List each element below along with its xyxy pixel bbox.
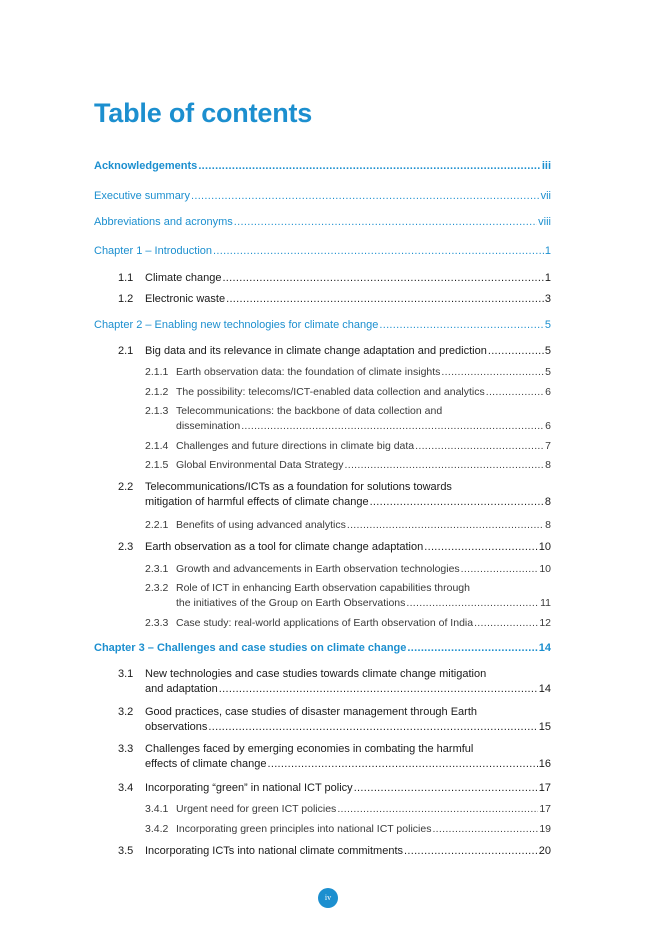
- toc-entry-number: 3.3: [118, 743, 134, 755]
- toc-entry-number: 3.1: [118, 668, 134, 680]
- toc-entry-number: 3.4.1: [145, 803, 169, 815]
- toc-entry-number: 2.2.1: [145, 519, 169, 531]
- toc-subsection-2-1-3[interactable]: [145, 404, 551, 434]
- toc-entry-label: Chapter 2 – Enabling new technologies for climate change: [94, 319, 379, 331]
- leader-dots: [370, 495, 544, 510]
- leader-dots: [241, 419, 544, 434]
- leader-dots: [379, 318, 544, 333]
- leader-dots: [213, 244, 544, 259]
- toc-entry-number: 2.1.5: [145, 459, 169, 471]
- toc-entry-label: Case study: real-world applications of Earth observation of India: [176, 617, 474, 629]
- toc-entry-label: Role of ICT in enhancing Earth observation capabilities through: [176, 582, 470, 594]
- toc-subsection-2-3-1[interactable]: [145, 562, 551, 577]
- toc-entry-executive-summary[interactable]: [94, 189, 551, 204]
- toc-entry-label: Abbreviations and acronyms: [94, 216, 233, 228]
- toc-entry-label-continued: dissemination: [176, 420, 241, 432]
- leader-dots: [337, 802, 538, 817]
- toc-entry-page: 20: [538, 845, 551, 857]
- toc-entry-number: 3.2: [118, 706, 134, 718]
- toc-entry-page: 7: [545, 440, 551, 452]
- toc-entry-label-continued: effects of climate change: [145, 758, 267, 770]
- toc-entry-label: Growth and advancements in Earth observation technologies: [176, 563, 460, 575]
- toc-entry-label: Big data and its relevance in climate change adaptation and prediction: [145, 345, 487, 357]
- leader-dots: [198, 159, 541, 174]
- toc-entry-page: 3: [544, 293, 551, 305]
- toc-entry-page: iii: [541, 160, 551, 172]
- toc-entry-label: Global Environmental Data Strategy: [176, 459, 344, 471]
- toc-entry-label: Earth observation data: the foundation of climate insights: [176, 366, 441, 378]
- toc-entry-page: 1: [544, 272, 551, 284]
- page-title: Table of contents: [94, 98, 313, 128]
- toc-entry-text: [176, 581, 551, 611]
- toc-entry-label: New technologies and case studies towards climate change mitigation: [145, 668, 487, 680]
- toc-entry-number: 2.1.3: [145, 405, 169, 417]
- toc-entry-page: viii: [538, 216, 551, 228]
- toc-entry-number: 1.2: [118, 293, 134, 305]
- toc-entry-page: 14: [538, 642, 551, 654]
- leader-dots: [441, 365, 544, 380]
- leader-dots: [486, 385, 544, 400]
- toc-entry-label: Benefits of using advanced analytics: [176, 519, 346, 531]
- toc-entry-label: Telecommunications/ICTs as a foundation for solutions towards: [145, 481, 452, 493]
- leader-dots: [474, 616, 538, 631]
- leader-dots: [404, 844, 538, 859]
- toc-entry-label-continued: the initiatives of the Group on Earth Observations: [176, 597, 406, 609]
- toc-subsection-2-1-1[interactable]: [145, 365, 551, 380]
- leader-dots: [219, 682, 538, 697]
- toc-section-1-1[interactable]: [118, 271, 551, 286]
- toc-entry-label: Earth observation as a tool for climate change adaptation: [145, 541, 424, 553]
- toc-subsection-3-4-1[interactable]: [145, 802, 551, 817]
- toc-entry-number: 2.1.1: [145, 366, 169, 378]
- toc-section-3-2[interactable]: [118, 705, 551, 735]
- toc-section-2-3[interactable]: [118, 540, 551, 555]
- toc-entry-label: Climate change: [145, 272, 222, 284]
- toc-chapter-1[interactable]: [94, 244, 551, 259]
- toc-entry-continuation: [176, 419, 551, 434]
- toc-entry-label-continued: mitigation of harmful effects of climate change: [145, 496, 369, 508]
- toc-entry-page: 8: [545, 459, 551, 471]
- toc-entry-label-continued: and adaptation: [145, 683, 218, 695]
- leader-dots: [226, 292, 544, 307]
- toc-subsection-3-4-2[interactable]: [145, 822, 551, 837]
- toc-entry-page: 17: [539, 803, 551, 815]
- toc-entry-text: [145, 667, 551, 697]
- toc-section-1-2[interactable]: [118, 292, 551, 307]
- toc-entry-number: 2.1: [118, 345, 134, 357]
- toc-entry-page: 11: [540, 597, 551, 609]
- toc-entry-label-continued: observations: [145, 721, 208, 733]
- toc-entry-page: 8: [544, 496, 551, 508]
- toc-entry-label: Chapter 3 – Challenges and case studies on climate change: [94, 642, 407, 654]
- leader-dots: [415, 439, 544, 454]
- toc-entry-number: 3.4.2: [145, 823, 169, 835]
- leader-dots: [406, 596, 539, 611]
- toc-chapter-3[interactable]: [94, 641, 551, 656]
- toc-section-2-1[interactable]: [118, 344, 551, 359]
- toc-entry-page: vii: [540, 190, 551, 202]
- toc-subsection-2-1-4[interactable]: [145, 439, 551, 454]
- toc-section-3-3[interactable]: [118, 742, 551, 772]
- toc-entry-continuation: [145, 757, 551, 772]
- toc-entry-text: [145, 480, 551, 510]
- toc-entry-page: 6: [545, 420, 551, 432]
- toc-entry-continuation: [176, 596, 551, 611]
- toc-entry-label: Telecommunications: the backbone of data collection and: [176, 405, 443, 417]
- toc-entry-abbreviations[interactable]: [94, 215, 551, 230]
- leader-dots: [345, 458, 545, 473]
- toc-entry-number: 1.1: [118, 272, 134, 284]
- toc-chapter-2[interactable]: [94, 318, 551, 333]
- toc-entry-label: Good practices, case studies of disaster management through Earth: [145, 706, 478, 718]
- leader-dots: [424, 540, 538, 555]
- toc-section-3-5[interactable]: [118, 844, 551, 859]
- leader-dots: [191, 189, 540, 204]
- toc-entry-number: 2.2: [118, 481, 134, 493]
- toc-entry-text: [176, 404, 551, 434]
- toc-entry-page: 8: [545, 519, 551, 531]
- toc-entry-number: 2.3.2: [145, 582, 169, 594]
- toc-entry-label: Incorporating ICTs into national climate commitments: [145, 845, 403, 857]
- toc-subsection-2-1-5[interactable]: [145, 458, 551, 473]
- toc-section-2-2[interactable]: [118, 480, 551, 510]
- toc-subsection-2-1-2[interactable]: [145, 385, 551, 400]
- toc-entry-number: 2.3: [118, 541, 134, 553]
- toc-entry-label: Challenges faced by emerging economies in combating the harmful: [145, 743, 474, 755]
- toc-entry-page: 10: [538, 541, 551, 553]
- toc-entry-page: 10: [539, 563, 551, 575]
- toc-entry-text: [145, 742, 551, 772]
- page-number-badge: iv: [318, 888, 338, 908]
- toc-entry-continuation: [145, 720, 551, 735]
- toc-entry-number: 2.3.3: [145, 617, 169, 629]
- toc-entry-number: 2.1.2: [145, 386, 169, 398]
- leader-dots: [488, 344, 544, 359]
- leader-dots: [267, 757, 537, 772]
- toc-entry-label: Urgent need for green ICT policies: [176, 803, 337, 815]
- toc-entry-label: The possibility: telecoms/ICT-enabled data collection and analytics: [176, 386, 485, 398]
- toc-entry-label: Incorporating “green” in national ICT policy: [145, 782, 353, 794]
- leader-dots: [347, 518, 544, 533]
- toc-entry-page: 5: [544, 345, 551, 357]
- toc-subsection-2-3-2[interactable]: [145, 581, 551, 611]
- leader-dots: [222, 271, 543, 286]
- leader-dots: [234, 215, 537, 230]
- toc-entry-page: 19: [539, 823, 551, 835]
- toc-subsection-2-3-3[interactable]: [145, 616, 551, 631]
- toc-entry-page: 16: [538, 758, 551, 770]
- toc-entry-page: 5: [545, 366, 551, 378]
- toc-entry-page: 17: [538, 782, 551, 794]
- toc-entry-number: 3.4: [118, 782, 134, 794]
- leader-dots: [432, 822, 538, 837]
- toc-section-3-1[interactable]: [118, 667, 551, 697]
- toc-entry-page: 5: [544, 319, 551, 331]
- toc-entry-number: 2.1.4: [145, 440, 169, 452]
- toc-entry-acknowledgements[interactable]: [94, 159, 551, 174]
- toc-entry-number: 3.5: [118, 845, 134, 857]
- toc-entry-label: Challenges and future directions in climate big data: [176, 440, 415, 452]
- toc-entry-page: 6: [545, 386, 551, 398]
- toc-entry-page: 12: [539, 617, 551, 629]
- leader-dots: [461, 562, 539, 577]
- toc-entry-page: 15: [538, 721, 551, 733]
- toc-entry-continuation: [145, 682, 551, 697]
- leader-dots: [208, 720, 537, 735]
- toc-entry-page: 14: [538, 683, 551, 695]
- toc-entry-label: Acknowledgements: [94, 160, 198, 172]
- toc-entry-label: Electronic waste: [145, 293, 226, 305]
- toc-entry-label: Chapter 1 – Introduction: [94, 245, 213, 257]
- leader-dots: [407, 641, 537, 656]
- toc-entry-text: [145, 705, 551, 735]
- toc-entry-label: Executive summary: [94, 190, 190, 202]
- toc-entry-number: 2.3.1: [145, 563, 169, 575]
- leader-dots: [354, 781, 538, 796]
- toc-section-3-4[interactable]: [118, 781, 551, 796]
- toc-subsection-2-2-1[interactable]: [145, 518, 551, 533]
- toc-entry-page: 1: [544, 245, 551, 257]
- toc-entry-continuation: [145, 495, 551, 510]
- toc-entry-label: Incorporating green principles into national ICT policies: [176, 823, 432, 835]
